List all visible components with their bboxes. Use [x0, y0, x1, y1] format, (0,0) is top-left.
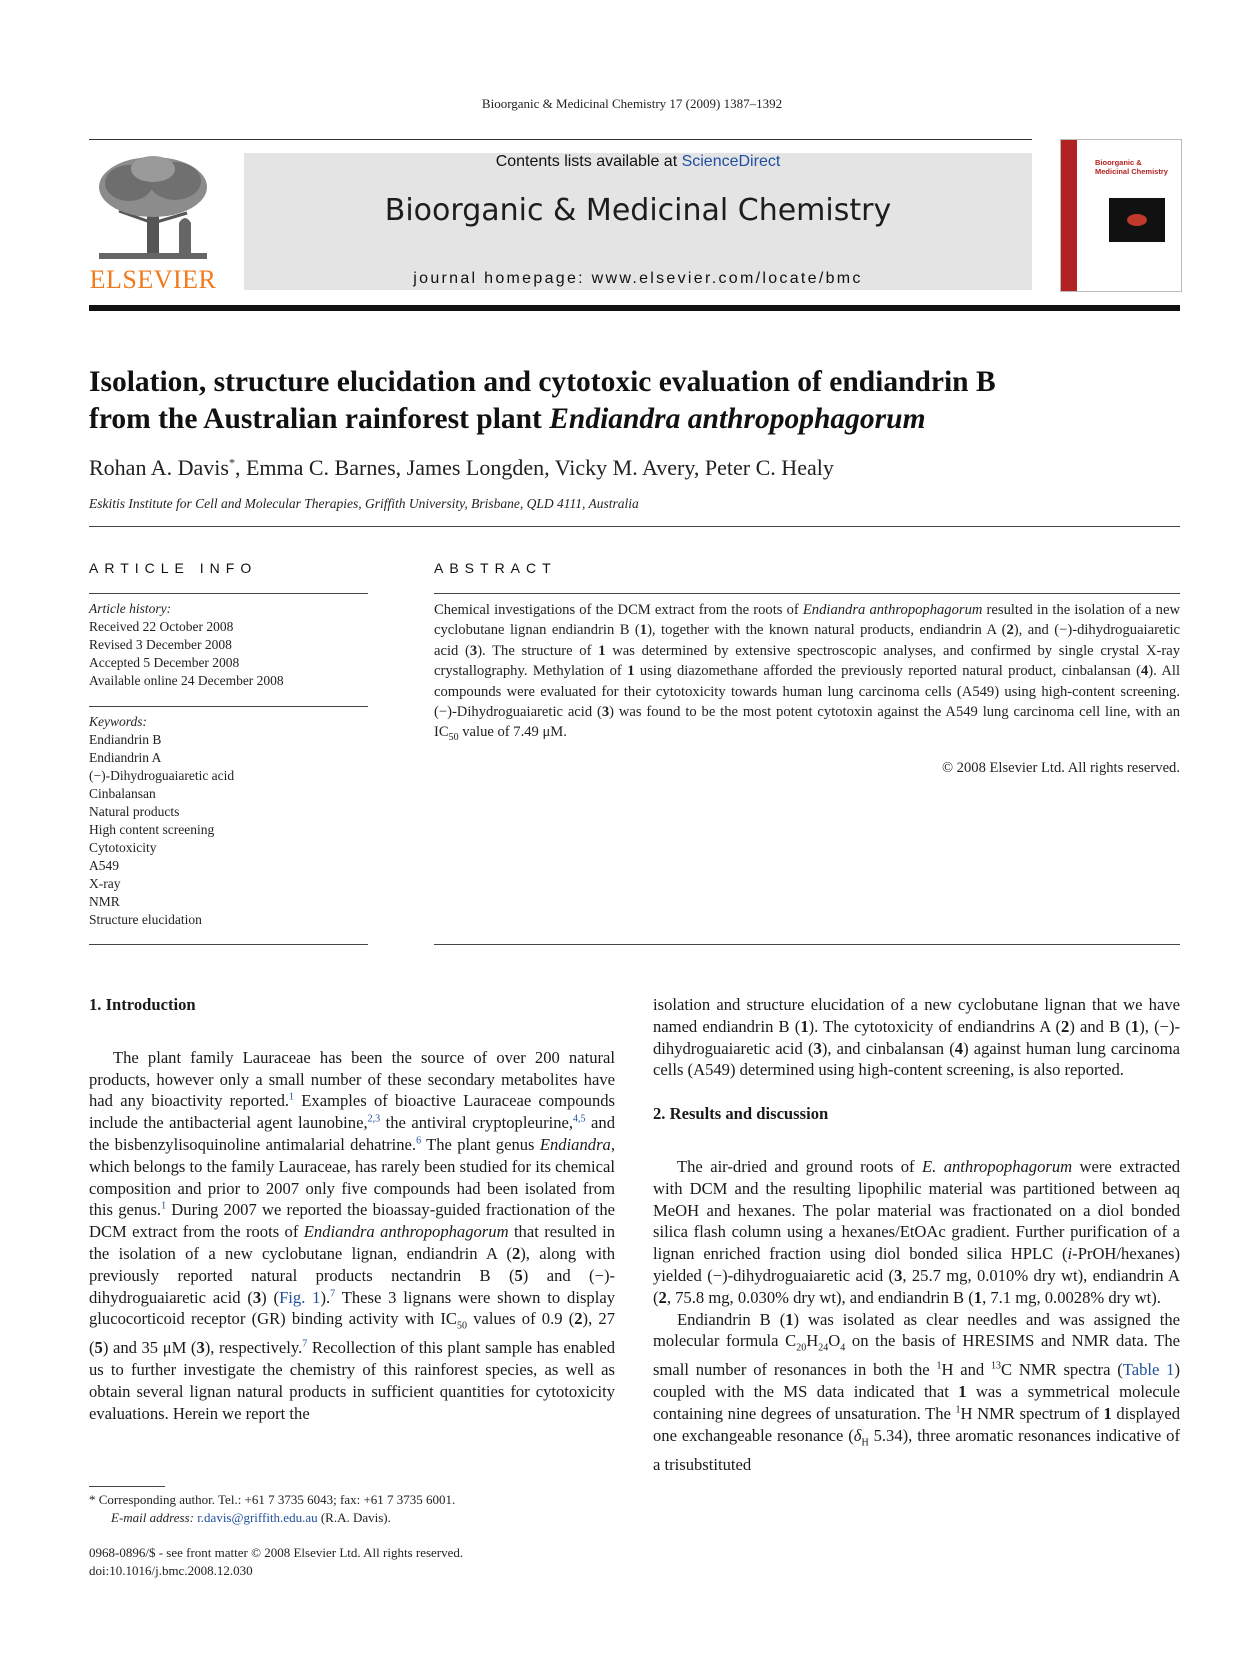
ref-link[interactable]: 2,3 [367, 1113, 381, 1125]
introduction-paragraph: The plant family Lauraceae has been the source of over 200 natural products, however only a small number of these secondary metabolites have had any bioactivity reported.$^1$ Examples of bioactive Lauraceae compounds include the antibacterial agent launobine,$^{2,3}$ the antiviral cryptopleurine,$^{4,5}$ and the bisbenzylisoquinoline antimalarial dehatrine.$^6$ The plant genus Endiandra, which belongs to the family Lauraceae, has rarely been studied for its chemical composition and prior to 2007 only five compounds had been isolated from this genus.$^1$ During 2007 we reported the bioassay-guided fractionation of the DCM extract from the roots of Endiandra anthropophagorum that resulted in the isolation of a new cyclobutane lignan, endiandrin A (2), along with previously reported natural products nectandrin B (5) and (−)-dihydroguaiaretic acid (3) (Fig. 1).$^7$ These 3 lignans were shown to display glucocorticoid receptor (GR) binding activity with $IC_{50}$ values of 0.9 (2), 27 (5) and 35 μM (3), respectively.$^7$ Recollection of this plant sample has enabled us to further investigate the chemistry of this rainforest species, as well as obtain several lignan natural products in sufficient quantities for cytotoxicity evaluations. Herein we report the [89, 1047, 616, 1423]
sciencedirect-link[interactable]: ScienceDirect [681, 153, 781, 170]
intro-continuation: isolation and structure elucidation of a new cyclobutane lignan that we have named endiandrin B (1). The cytotoxicity of endiandrins A (2) and B (1), (−)-dihydroguaiaretic acid (3), and cinbalansan (4) against human lung carcinoma cells (A549) determined using high-content screening, is also reported. [653, 995, 1181, 1080]
elsevier-wordmark: ELSEVIER [89, 265, 217, 294]
journal-banner [244, 153, 1032, 290]
keyword: Structure elucidation [89, 912, 202, 927]
abstract-rule-top [434, 593, 1180, 594]
history-item: Received 22 October 2008 [89, 619, 234, 634]
figure-link[interactable]: Fig. 1 [279, 1287, 321, 1307]
abstract-text: Chemical investigations of the DCM extract from the roots of Endiandra anthropophagorum resulted in the isolation of a new cyclobutane lignan endiandrin B (1), together with the known natural products, endiandrin A (2), and (−)-dihydroguaiaretic acid (3). The structure of 1 was determined by extensive spectroscopic analyses, and confirmed by single crystal X-ray crystallography. Methylation of 1 using diazomethane afforded the previously reported natural product, cinbalansan (4). All compounds were evaluated for their cytotoxicity towards human lung carcinoma cells (A549) using high-content screening. (−)-Dihydroguaiaretic acid (3) was found to be the most potent cytotoxin against the A549 lung carcinoma cell line, with an $IC_{50}$ value of 7.49 μM. [434, 602, 1181, 744]
ref-link[interactable]: 1 [161, 1200, 167, 1212]
issn-line: 0968-0896/$ - see front matter © 2008 Elsevier Ltd. All rights reserved. [89, 1545, 464, 1560]
contents-line [244, 153, 1032, 171]
journal-cover-thumbnail[interactable] [1060, 139, 1182, 292]
ref-link[interactable]: 4,5 [573, 1113, 586, 1125]
corresponding-mark[interactable]: * [228, 455, 235, 470]
article-history [89, 600, 368, 690]
other-authors: , Emma C. Barnes, James Longden, Vicky M. Avery, Peter C. Healy [234, 455, 834, 480]
header-top-rule [89, 139, 1032, 140]
journal-citation: Bioorganic & Medicinal Chemistry 17 (2009) 1387–1392 [481, 96, 783, 111]
copyright-line: © 2008 Elsevier Ltd. All rights reserved. [941, 760, 1180, 776]
cover-title: Bioorganic & Medicinal Chemistry [1095, 158, 1168, 176]
email-label: E-mail address: [111, 1510, 198, 1525]
keyword: (−)-Dihydroguaiaretic acid [89, 768, 235, 783]
ref-link[interactable]: 7 [302, 1338, 308, 1350]
cover-band [1061, 140, 1077, 291]
keyword: Natural products [89, 804, 180, 819]
page-footer [89, 1544, 689, 1580]
history-item: Revised 3 December 2008 [89, 637, 232, 652]
keyword: Endiandrin A [89, 750, 162, 765]
left-column [89, 994, 615, 1425]
abstract-rule-bottom [434, 944, 1180, 945]
elsevier-logo[interactable] [89, 153, 217, 294]
info-rule-middle [89, 706, 368, 707]
keyword: High content screening [89, 822, 215, 837]
author-list [89, 455, 1180, 481]
footnote-rule [89, 1486, 165, 1487]
affiliation-rule [89, 526, 1180, 527]
corresponding-contact: Corresponding author. Tel.: +61 7 3735 6043; fax: +61 7 3735 6001. [95, 1492, 456, 1507]
journal-homepage[interactable]: journal homepage: www.elsevier.com/locate/bmc [413, 270, 863, 287]
article-title [89, 364, 1180, 438]
keyword: X-ray [89, 876, 121, 891]
right-column [653, 994, 1180, 1476]
keyword: Cinbalansan [89, 786, 156, 801]
affiliation: Eskitis Institute for Cell and Molecular Therapies, Griffith University, Brisbane, QLD 4111, Australia [89, 496, 639, 511]
info-rule-top [89, 593, 368, 594]
title-line-2: from the Australian rainforest plant [89, 403, 550, 435]
title-line-1: Isolation, structure elucidation and cytotoxic evaluation of endiandrin B [89, 366, 996, 398]
title-species: Endiandra anthropophagorum [549, 403, 926, 435]
history-item: Available online 24 December 2008 [89, 673, 284, 688]
results-heading: 2. Results and discussion [653, 1104, 829, 1124]
doi-line[interactable]: doi:10.1016/j.bmc.2008.12.030 [89, 1563, 253, 1578]
keyword: Cytotoxicity [89, 840, 157, 855]
ref-link[interactable]: 1 [289, 1091, 295, 1103]
footnote-mark: * [89, 1492, 96, 1507]
introduction-heading: 1. Introduction [89, 995, 196, 1014]
info-rule-bottom [89, 944, 368, 945]
keyword: A549 [89, 858, 119, 873]
contents-prefix: Contents lists available at [495, 153, 682, 170]
keywords [89, 713, 368, 929]
tree-icon [89, 153, 217, 263]
keyword: Endiandrin B [89, 732, 162, 747]
journal-name: Bioorganic & Medicinal Chemistry [384, 193, 892, 228]
ref-link[interactable]: 6 [416, 1135, 422, 1147]
keywords-label: Keywords: [89, 714, 147, 729]
article-info-heading: ARTICLE INFO [89, 560, 258, 576]
keyword: NMR [89, 894, 120, 909]
history-label: Article history: [89, 601, 172, 616]
footnote: * Corresponding author. Tel.: +61 7 3735 6043; fax: +61 7 3735 6001. E-mail address: r.davis@griffith.edu.au (R.A. Davis). [89, 1492, 456, 1525]
cover-image [1109, 198, 1165, 242]
table-link[interactable]: Table 1 [1122, 1360, 1175, 1380]
corresponding-author[interactable]: Rohan A. Davis [89, 455, 229, 480]
results-paragraph: Endiandrin B (1) was isolated as clear needles and was assigned the molecular formula $C_{20}H_{24}O_4$ on the basis of HRESIMS and NMR data. The small number of resonances in both the $^1$H and $^{13}$C NMR spectra (Table 1) coupled with the MS data indicated that 1 was a symmetrical molecule containing nine degrees of unsaturation. The $^1$H NMR spectrum of 1 displayed one exchangeable resonance ($\delta_H$ 5.34), three aromatic resonances indicative of a trisubstituted [653, 1309, 1181, 1474]
abstract-heading: ABSTRACT [434, 560, 557, 576]
results-paragraph: The air-dried and ground roots of E. anthropophagorum were extracted with DCM and the resulting lipophilic material was partitioned between aq MeOH and hexanes. The polar material was fractionated on a diol bonded silica flash column using a hexanes/EtOAc gradient. Further purification of a lignan enriched fraction using diol bonded silica HPLC (i-PrOH/hexanes) yielded (−)-dihydroguaiaretic acid (3, 25.7 mg, 0.010% dry wt), endiandrin A (2, 75.8 mg, 0.030% dry wt), and endiandrin B (1, 7.1 mg, 0.0028% dry wt). [653, 1156, 1181, 1307]
ref-link[interactable]: 7 [330, 1288, 336, 1300]
history-item: Accepted 5 December 2008 [89, 655, 240, 670]
email-link[interactable]: r.davis@griffith.edu.au [197, 1510, 318, 1525]
header-thick-rule [89, 305, 1180, 311]
